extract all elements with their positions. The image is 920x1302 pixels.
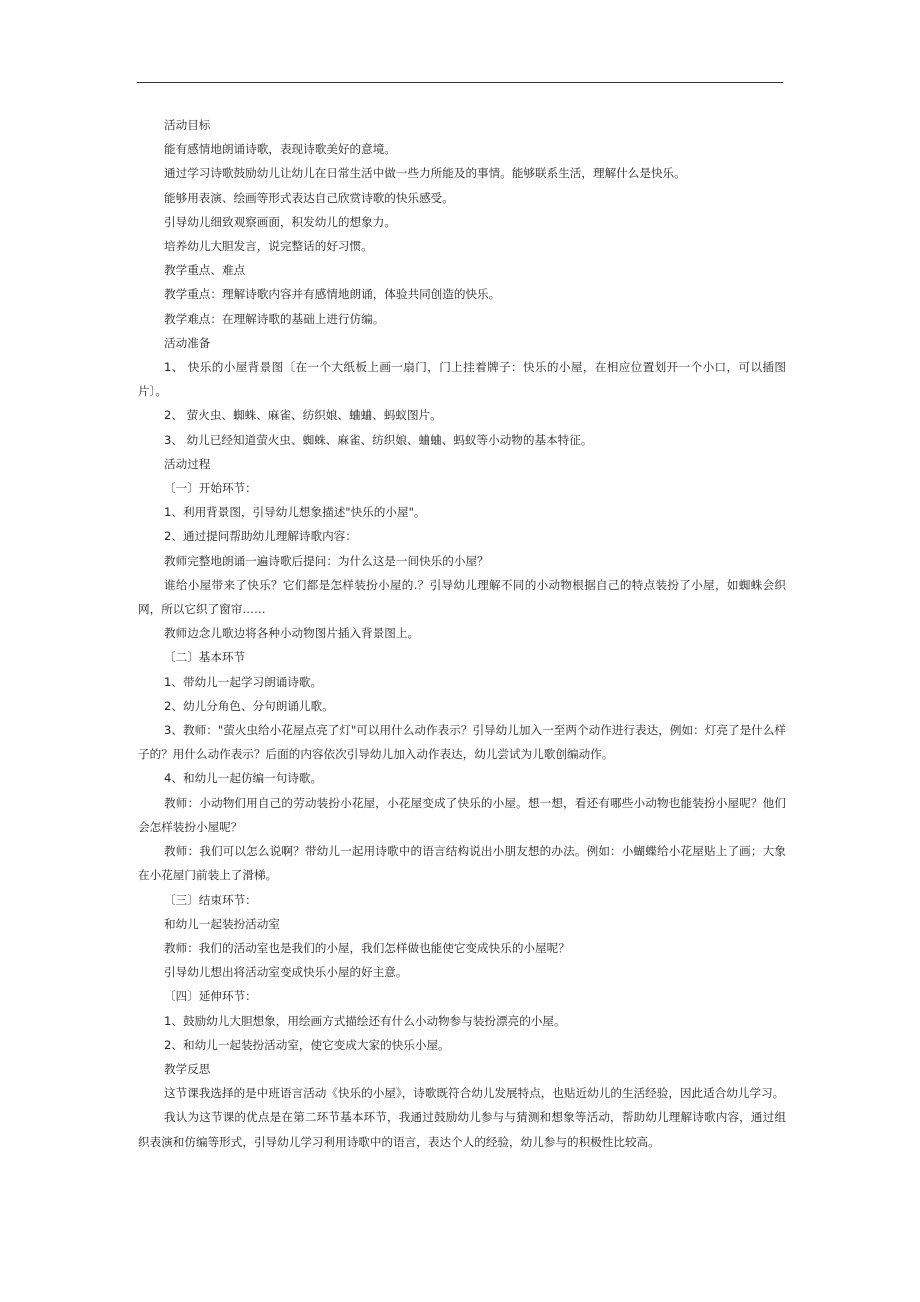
header-rule [137, 82, 783, 83]
paragraph: 教师：我们可以怎么说啊？带幼儿一起用诗歌中的语言结构说出小朋友想的办法。例如：小蝴蝶给小花屋贴上了画；大象在小花屋门前装上了滑梯。 [138, 844, 786, 883]
list-item: 1、 快乐的小屋背景图〔在一个大纸板上画一扇门，门上挂着牌子：快乐的小屋，在相应位置划开一个小口，可以插图片〕。 [138, 360, 786, 399]
list-item: 1、鼓励幼儿大胆想象，用绘画方式描绘还有什么小动物参与装扮漂亮的小屋。 [164, 1013, 566, 1028]
sub-heading: 〔四〕延伸环节： [164, 989, 257, 1004]
paragraph: 谁给小屋带来了快乐？它们都是怎样装扮小屋的.？引导幼儿理解不同的小动物根据自己的特点装扮了小屋，如蜘蛛会织网，所以它织了窗帘…… [138, 577, 786, 617]
paragraph: 引导幼儿细致观察画面，积发幼儿的想象力。 [164, 214, 396, 229]
list-item: 1、利用背景图，引导幼儿想象描述"快乐的小屋"。 [164, 505, 426, 520]
paragraph: 能有感情地朗诵诗歌，表现诗歌美好的意境。 [164, 142, 396, 157]
paragraph: 能够用表演、绘画等形式表达自己欣赏诗歌的快乐感受。 [164, 190, 454, 205]
list-item: 2、 萤火虫、蜘蛛、麻雀、纺织娘、蛐蛐、蚂蚁图片。 [164, 408, 442, 423]
section-heading-reflection: 教学反思 [164, 1061, 211, 1076]
paragraph: 培养幼儿大胆发言，说完整话的好习惯。 [164, 239, 373, 254]
list-item: 2、和幼儿一起装扮活动室，使它变成大家的快乐小屋。 [164, 1037, 450, 1052]
paragraph: 和幼儿一起装扮活动室 [164, 916, 280, 931]
sub-heading: 〔三〕结束环节： [164, 892, 257, 907]
paragraph: 教师：我们的活动室也是我们的小屋，我们怎样做也能使它变成快乐的小屋呢？ [164, 940, 570, 955]
paragraph: 教学重点：理解诗歌内容并有感情地朗诵，体验共同创造的快乐。 [164, 287, 501, 302]
section-heading-goals: 活动目标 [164, 118, 211, 132]
section-heading-preparation: 活动准备 [164, 335, 211, 350]
paragraph: 通过学习诗歌鼓励幼儿让幼儿在日常生活中做一些力所能及的事情。能够联系生活，理解什么是快乐。 [164, 166, 686, 181]
list-item: 2、幼儿分角色、分句朗诵儿歌。 [164, 698, 334, 713]
list-item: 4、和幼儿一起仿编一句诗歌。 [164, 771, 323, 786]
document-body [138, 113, 786, 1154]
paragraph: 这节课我选择的是中班语言活动《快乐的小屋》，诗歌既符合幼儿发展特点，也贴近幼儿的生活经验，因此适合幼儿学习。 [164, 1086, 785, 1101]
list-item: 3、教师："萤火虫给小花屋点亮了灯"可以用什么动作表示？引导幼儿加入一至两个动作进行表达，例如：灯亮了是什么样子的？用什么动作表示？后面的内容依次引导幼儿加入动作表达，幼儿尝试为儿歌创编动作。 [138, 723, 786, 762]
paragraph: 教学难点：在理解诗歌的基础上进行仿编。 [164, 311, 385, 326]
sub-heading: 〔二〕基本环节 [164, 650, 246, 665]
list-item: 1、带幼儿一起学习朗诵诗歌。 [164, 674, 323, 689]
paragraph: 教师边念儿歌边将各种小动物图片插入背景图上。 [164, 626, 420, 641]
list-item: 2、通过提问帮助幼儿理解诗歌内容： [164, 529, 357, 544]
paragraph: 我认为这节课的优点是在第二环节基本环节，我通过鼓励幼儿参与与猜测和想象等活动，帮助幼儿理解诗歌内容，通过组织表演和仿编等形式，引导幼儿学习利用诗歌中的语言，表达个人的经验，幼儿参与的积极性比较高。 [138, 1110, 786, 1149]
paragraph: 教师：小动物们用自己的劳动装扮小花屋，小花屋变成了快乐的小屋。想一想，看还有哪些小动物也能装扮小屋呢？他们会怎样装扮小屋呢？ [138, 795, 786, 834]
section-heading-process: 活动过程 [164, 456, 211, 471]
paragraph: 教师完整地朗诵一遍诗歌后提问：为什么这是一间快乐的小屋？ [164, 553, 489, 568]
paragraph: 引导幼儿想出将活动室变成快乐小屋的好主意。 [164, 965, 408, 980]
section-heading-key-points: 教学重点、难点 [164, 263, 246, 278]
list-item: 3、 幼儿已经知道萤火虫、蜘蛛、麻雀、纺织娘、蛐蛐、蚂蚁等小动物的基本特征。 [164, 432, 593, 447]
sub-heading: 〔一〕开始环节： [164, 481, 257, 496]
